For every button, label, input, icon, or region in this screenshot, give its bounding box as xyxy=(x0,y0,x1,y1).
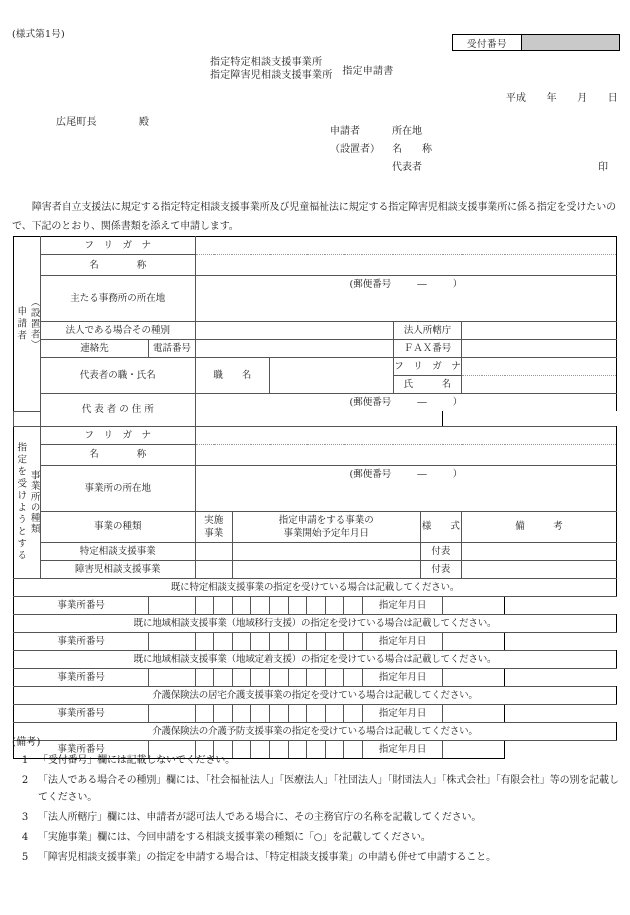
office-number-digit[interactable] xyxy=(232,668,251,686)
office-number-digit[interactable] xyxy=(232,704,251,722)
remarks-heading: (備考) xyxy=(12,737,41,748)
date-line xyxy=(506,89,618,104)
table-row xyxy=(14,632,617,650)
office-number-digit[interactable] xyxy=(149,632,195,650)
office-number-digit[interactable] xyxy=(149,668,195,686)
office-vertical-label-cell xyxy=(14,426,41,578)
table-row xyxy=(14,465,617,483)
table-row xyxy=(14,542,617,560)
existing-note-3: 介護保険法の居宅介護支援事業の指定を受けている場合は記載してください。 xyxy=(14,686,617,704)
office-number-digit[interactable] xyxy=(251,632,270,650)
remark-number: 2 xyxy=(21,775,29,786)
representative-furigana-field[interactable] xyxy=(462,358,617,376)
business-row-implement-1[interactable] xyxy=(195,560,232,578)
date-month[interactable]: 月 xyxy=(577,93,588,104)
designation-date-label-4: 指定年月日 xyxy=(362,740,443,758)
representative-label: 代表者 xyxy=(392,162,422,173)
document-title xyxy=(210,56,393,82)
existing-note-0: 既に特定相談支援事業の指定を受けている場合は記載してください。 xyxy=(14,578,617,596)
contact-label: 連絡先 xyxy=(40,340,148,358)
office-number-digit[interactable] xyxy=(195,668,214,686)
office-number-digit[interactable] xyxy=(307,668,326,686)
office-number-label-0: 事業所番号 xyxy=(14,596,149,614)
remark-text: 「実施事業」欄には、今回申請をする相談支援事業の種類に「○」を記載してください。 xyxy=(38,832,431,843)
designation-date-field-0[interactable] xyxy=(443,596,505,614)
table-row xyxy=(14,394,617,412)
applicant-furigana-label: フ リ ガ ナ xyxy=(40,237,195,255)
applicant-vertical-label-2: （設置者） xyxy=(28,297,40,351)
office-number-digit[interactable] xyxy=(214,596,233,614)
applicant-name-field[interactable] xyxy=(195,255,616,276)
office-number-digit[interactable] xyxy=(325,704,344,722)
addressee xyxy=(56,113,149,128)
office-vertical-label-1: 指定を受けようとする xyxy=(15,442,27,562)
remark-text: 「受付番号」欄には記載しないでください。 xyxy=(38,755,235,766)
representative-postal-code[interactable] xyxy=(195,394,616,412)
applicant-name-label: 名 称 xyxy=(40,255,195,276)
business-row-form-1: 付表 xyxy=(420,560,461,578)
phone-field[interactable] xyxy=(195,340,393,358)
business-row-form-0: 付表 xyxy=(420,542,461,560)
office-number-digit[interactable] xyxy=(195,632,214,650)
form-column-header: 様 式 xyxy=(420,511,461,542)
title-document-kind: 指定申請書 xyxy=(342,65,394,77)
intro-paragraph: 障害者自立支援法に規定する指定特定相談支援事業所及び児童福祉法に規定する指定障害児相談支援事業所に係る指定を受けたいので、下記のとおり、関係書類を添えて申請します。 xyxy=(12,202,616,232)
existing-note-2: 既に地域相談支援事業（地域定着支援）の指定を受けている場合は記載してください。 xyxy=(14,650,617,668)
office-number-digit[interactable] xyxy=(307,704,326,722)
title-line-2: 指定障害児相談支援事業所 xyxy=(210,70,333,81)
applicant-furigana-field[interactable] xyxy=(195,237,616,255)
office-number-digit[interactable] xyxy=(251,704,270,722)
table-row xyxy=(14,686,617,704)
representative-name-label: 氏 名 xyxy=(393,376,461,394)
office-address-field-1[interactable] xyxy=(195,483,616,497)
fax-field[interactable] xyxy=(462,340,617,358)
receipt-number-label: 受付番号 xyxy=(453,35,522,50)
office-name-label: 名 称 xyxy=(40,444,195,465)
representative-title-name-label: 代表者の職・氏名 xyxy=(40,358,195,394)
postal-close: ） xyxy=(452,279,463,290)
designation-date-label-3: 指定年月日 xyxy=(362,704,443,722)
office-number-digit[interactable] xyxy=(149,704,195,722)
business-row-start-date-1[interactable] xyxy=(232,560,420,578)
remark-number: 4 xyxy=(21,832,29,843)
office-furigana-label: フ リ ガ ナ xyxy=(40,426,195,444)
office-number-digit[interactable] xyxy=(307,632,326,650)
postal-label: (郵便番号 xyxy=(349,279,392,290)
corporation-type-field[interactable] xyxy=(195,322,393,340)
remarks-list xyxy=(12,752,624,866)
office-postal-code[interactable] xyxy=(195,465,616,483)
office-number-digit[interactable] xyxy=(270,668,289,686)
office-address-field-2[interactable] xyxy=(195,497,616,512)
designation-date-field-2[interactable] xyxy=(443,668,505,686)
date-day[interactable]: 日 xyxy=(607,93,618,104)
start-date-line-2: 事業開始予定年月日 xyxy=(283,527,370,539)
postal-label: (郵便番号 xyxy=(349,468,392,480)
implement-line-2: 事業 xyxy=(204,527,224,539)
office-number-digit[interactable] xyxy=(325,668,344,686)
date-era: 平成 xyxy=(505,93,527,104)
job-title-field[interactable] xyxy=(270,358,394,394)
applicant-name-label: 名 称 xyxy=(392,144,432,155)
applicant-vertical-label-1: 申請者 xyxy=(15,305,27,342)
office-number-digit[interactable] xyxy=(232,632,251,650)
office-name-field[interactable] xyxy=(195,444,616,465)
implement-line-1: 実施 xyxy=(204,514,224,526)
main-office-address-field-2[interactable] xyxy=(195,307,616,322)
office-number-digit[interactable] xyxy=(307,596,326,614)
main-office-address-label: 主たる事務所の所在地 xyxy=(40,276,195,322)
postal-dash: ― xyxy=(417,397,427,408)
office-number-digit[interactable] xyxy=(325,596,344,614)
corporation-authority-field[interactable] xyxy=(462,322,617,340)
office-number-digit[interactable] xyxy=(195,704,214,722)
application-form-table xyxy=(13,236,617,759)
business-row-remarks-1[interactable] xyxy=(462,560,617,578)
office-number-digit[interactable] xyxy=(149,596,195,614)
postal-close: ） xyxy=(452,468,463,480)
date-year[interactable]: 年 xyxy=(546,93,557,104)
implement-business-header xyxy=(195,511,232,542)
designation-date-field-3[interactable] xyxy=(443,704,505,722)
corporation-type-label: 法人である場合その種別 xyxy=(40,322,195,340)
office-number-digit[interactable] xyxy=(251,668,270,686)
table-row xyxy=(14,704,617,722)
designation-date-label-2: 指定年月日 xyxy=(362,668,443,686)
office-number-label-3: 事業所番号 xyxy=(14,704,149,722)
start-date-header xyxy=(232,511,420,542)
main-office-address-field-1[interactable] xyxy=(195,293,616,307)
table-row xyxy=(14,426,617,444)
remark-number: 3 xyxy=(21,812,29,823)
office-number-digit[interactable] xyxy=(288,668,307,686)
applicant-signature-block xyxy=(330,123,608,177)
receipt-number-box xyxy=(452,34,620,51)
office-number-digit[interactable] xyxy=(344,668,363,686)
table-row xyxy=(14,276,617,294)
spacer-cell xyxy=(330,159,392,177)
designation-date-label-1: 指定年月日 xyxy=(362,632,443,650)
office-number-digit[interactable] xyxy=(325,632,344,650)
phone-label: 電話番号 xyxy=(149,340,195,358)
job-title-label: 職 名 xyxy=(195,358,269,394)
business-row-implement-0[interactable] xyxy=(195,542,232,560)
office-number-digit[interactable] xyxy=(195,596,214,614)
table-row xyxy=(14,560,617,578)
table-row xyxy=(14,255,617,276)
designation-date-field-1[interactable] xyxy=(443,632,505,650)
list-item xyxy=(12,809,624,826)
remark-text: 「法人である場合その種別」欄には、「社会福祉法人」「医療法人」「社団法人」「財団法人」「株式会社」「有限会社」等の別を記載してください。 xyxy=(38,775,619,803)
table-row xyxy=(14,511,617,542)
main-office-postal-code[interactable] xyxy=(195,276,616,294)
existing-note-4: 介護保険法の介護予防支援事業の指定を受けている場合は記載してください。 xyxy=(14,722,617,740)
applicant-vertical-label-cell xyxy=(14,237,41,412)
list-item xyxy=(12,772,624,806)
list-item xyxy=(12,849,624,866)
representative-address-label: 代 表 者 の 住 所 xyxy=(40,394,195,427)
business-type-header: 事業の種類 xyxy=(40,511,195,542)
business-row-type-1: 障害児相談支援事業 xyxy=(40,560,195,578)
applicant-address-label: 所在地 xyxy=(392,126,422,137)
remark-number: 1 xyxy=(21,755,29,766)
remarks-column-header: 備 考 xyxy=(462,511,617,542)
office-number-label-1: 事業所番号 xyxy=(14,632,149,650)
office-number-digit[interactable] xyxy=(270,596,289,614)
remark-number: 5 xyxy=(21,852,29,863)
postal-dash: ― xyxy=(417,279,427,290)
title-line-1: 指定特定相談支援事業所 xyxy=(210,57,323,68)
office-number-digit[interactable] xyxy=(344,704,363,722)
existing-note-1: 既に地域相談支援事業（地域移行支援）の指定を受けている場合は記載してください。 xyxy=(14,614,617,632)
office-number-digit[interactable] xyxy=(344,632,363,650)
table-row xyxy=(14,340,617,358)
representative-name-field[interactable] xyxy=(462,376,617,394)
table-row xyxy=(14,650,617,668)
business-row-remarks-0[interactable] xyxy=(462,542,617,560)
office-number-digit[interactable] xyxy=(214,704,233,722)
office-number-digit[interactable] xyxy=(214,668,233,686)
postal-label: (郵便番号 xyxy=(349,397,392,408)
office-number-digit[interactable] xyxy=(214,632,233,650)
receipt-number-field[interactable] xyxy=(522,35,619,50)
office-number-digit[interactable] xyxy=(288,596,307,614)
office-number-digit[interactable] xyxy=(232,596,251,614)
remarks-section xyxy=(12,733,624,869)
remark-text: 「法人所轄庁」欄には、申請者が認可法人である場合に、その主務官庁の名称を記載してください。 xyxy=(38,812,482,823)
table-row xyxy=(14,444,617,465)
business-row-type-0: 特定相談支援事業 xyxy=(40,542,195,560)
office-number-digit[interactable] xyxy=(270,704,289,722)
form-code-label: (様式第1号) xyxy=(12,29,65,40)
office-vertical-label-2: 事業所の種類 xyxy=(28,469,40,535)
postal-dash: ― xyxy=(417,468,427,480)
table-row xyxy=(14,358,617,376)
representative-furigana-label: フ リ ガ ナ xyxy=(393,358,461,376)
office-number-label-2: 事業所番号 xyxy=(14,668,149,686)
postal-close: ） xyxy=(452,397,463,408)
table-row xyxy=(14,237,617,255)
table-row xyxy=(14,596,617,614)
fax-label: ＦＡＸ番号 xyxy=(393,340,461,358)
office-number-label-4: 事業所番号 xyxy=(14,740,149,758)
installer-label: （設置者） xyxy=(330,144,380,155)
table-row xyxy=(14,614,617,632)
list-item xyxy=(12,829,624,846)
office-number-digit[interactable] xyxy=(251,596,270,614)
office-number-digit[interactable] xyxy=(288,704,307,722)
remark-text: 「障害児相談支援事業」の指定を申請する場合は、「特定相談支援事業」の申請も併せて申請すること。 xyxy=(38,852,496,863)
list-item xyxy=(12,752,624,769)
addressee-name: 広尾町長 xyxy=(56,117,97,128)
table-row xyxy=(14,578,617,596)
representative-address-field[interactable] xyxy=(14,411,443,426)
business-row-start-date-0[interactable] xyxy=(232,542,420,560)
table-row xyxy=(14,668,617,686)
seal-marker: 印 xyxy=(598,162,608,173)
addressee-honorific: 殿 xyxy=(138,117,150,128)
designation-date-label-0: 指定年月日 xyxy=(362,596,443,614)
office-address-label: 事業所の所在地 xyxy=(40,465,195,511)
office-number-digit[interactable] xyxy=(270,632,289,650)
office-number-digit[interactable] xyxy=(288,632,307,650)
office-furigana-field[interactable] xyxy=(195,426,616,444)
table-row xyxy=(14,322,617,340)
applicant-label: 申請者 xyxy=(330,126,360,137)
corporation-authority-label: 法人所轄庁 xyxy=(393,322,461,340)
office-number-digit[interactable] xyxy=(344,596,363,614)
start-date-line-1: 指定申請をする事業の xyxy=(278,514,374,526)
